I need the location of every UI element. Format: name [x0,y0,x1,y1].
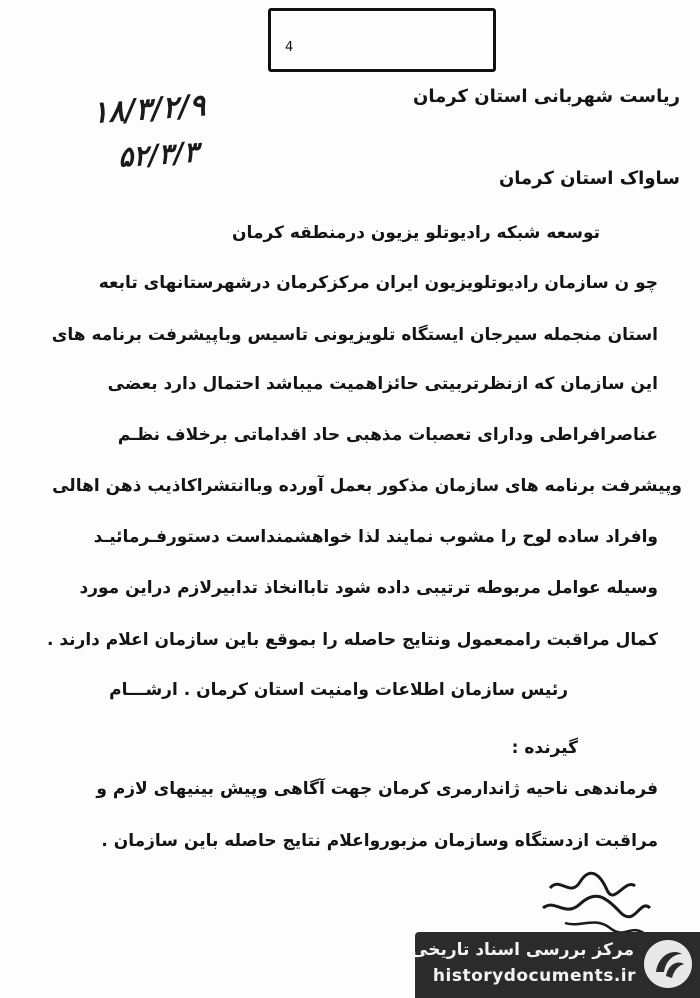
body-line: عناصرافراطی ودارای تعصبات مذهبی حاد اقداماتی برخلاف نظـم [117,425,658,445]
body-line: چو ن سازمان رادیوتلویزیون ایران مرکزکرمان درشهرستانهای تابعه [98,273,658,293]
recipients-heading: گیرنده : [511,738,578,758]
stamp-number: 4 [285,40,294,55]
signatory-line: رئیس سازمان اطلاعات وامنیت استان کرمان . ارشـــام [109,680,568,700]
registration-stamp-box [268,8,496,72]
body-line: وسیله عوامل مربوطه ترتیبی داده شود تاباانخاذ تدابیرلازم دراین مورد [79,578,658,598]
handwritten-reference-1: ۱۸/۳/۲/۹ [90,88,207,131]
handwritten-reference-2: ۵۲/۳/۳ [116,135,200,174]
recipients-line: مراقبت ازدستگاه وسازمان مزبورواعلام نتایج حاصله باین سازمان . [101,831,658,851]
watermark-banner [411,932,700,998]
body-line: این سازمان که ازنظرتربیتی حائزاهمیت میباشد احتمال دارد بعضی [107,374,658,394]
watermark-text-en: historydocuments.ir [432,966,636,986]
header-addressee: ساواک استان کرمان [498,168,680,189]
body-line: وافراد ساده لوح را مشوب نمایند لذا خواهشمنداست دستورفـرمائیـد [93,527,658,547]
body-line: استان منجمله سیرجان ایستگاه تلویزیونی تاسیس وباپیشرفت برنامه های [51,325,658,345]
archive-logo-icon [642,938,694,990]
header-title: ریاست شهربانی استان کرمان [413,86,680,107]
recipients-line: فرماندهی ناحیه ژاندارمری کرمان جهت آگاهی وپیش بینیهای لازم و [96,779,658,799]
watermark-text-fa: مرکز بررسی اسناد تاریخی [411,940,634,960]
body-line: کمال مراقبت راممعمول ونتایج حاصله را بموقع باین سازمان اعلام دارند . [46,630,658,650]
subject-line: توسعه شبکه رادیوتلو یزیون درمنطقه کرمان [232,223,600,243]
body-line: وپیشرفت برنامه های سازمان مذکور بعمل آورده وباانتشراکاذیب ذهن اهالی [52,476,682,496]
